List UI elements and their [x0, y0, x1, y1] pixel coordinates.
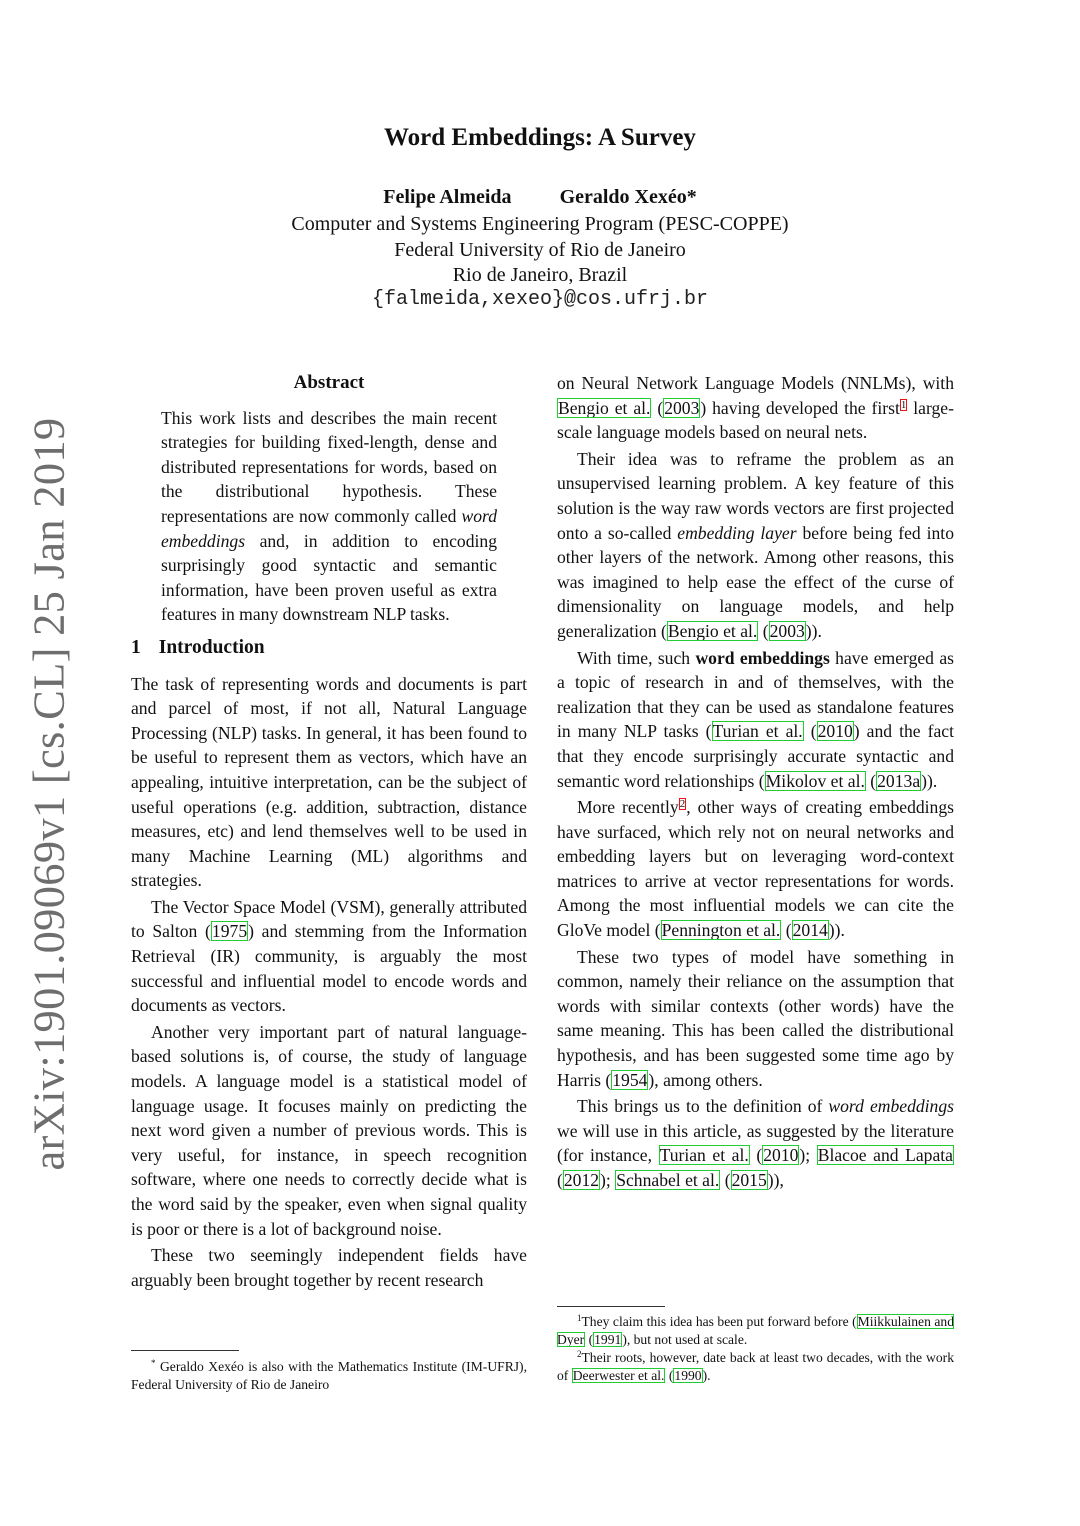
text: Their idea was to reframe the problem as an unsupervised learning problem. A key feature of this solution is the way raw words vectors are first projected onto a so-called	[557, 448, 954, 543]
footnote-mark: 2	[577, 1349, 582, 1359]
text: This brings us to the definition of	[577, 1096, 829, 1117]
citation-link[interactable]: Turian et al.	[659, 1145, 749, 1166]
left-column	[131, 371, 527, 1292]
arxiv-stamp	[20, 417, 76, 1171]
footnote-text	[131, 1358, 527, 1394]
body-paragraph: More recently$^2$, other ways of creating embeddings have surfaced, which rely not on neural networks and embedding layers but on leveraging word-context matrices to arrive at vector representations for words. Among the most influential models we can cite the GloVe model (Pennington et al. (2014)).	[557, 797, 954, 941]
affiliation-line: Rio de Janeiro, Brazil	[452, 264, 628, 286]
body-paragraph: This brings us to the definition of word embeddings we will use in this article, as suggested by the literature (for instance, Turian et al. (2010); Blacoe and Lapata (2012); Schnabel et al. (2015)),	[557, 1096, 954, 1190]
emphasis-term: word embeddings	[161, 505, 497, 551]
text: we will use in this article, as suggested by the literature (for instance,	[557, 1120, 954, 1166]
section-title: Introduction	[158, 636, 265, 658]
body-paragraph	[557, 945, 954, 1093]
text: )).	[921, 770, 938, 791]
body-paragraph: With time, such word embeddings have emerged as a topic of research in and of themselves, with the realization that they can be used as standalone features in many NLP tasks (Turian et al. (2010) and the fact that they encode surprisingly accurate syntactic and semantic word relationships (Mikolov et al. (2013a)).	[557, 647, 955, 791]
citation-link[interactable]: Miikkulainen and Dyer	[557, 1314, 954, 1347]
footnote-2: $^2$Their roots, however, date back at least two decades, with the work of Deerwester et al. (1990).	[557, 1349, 954, 1383]
citation-link[interactable]: 1954	[612, 1069, 648, 1090]
text: ), among others.	[648, 1069, 763, 1090]
footnote-author	[131, 1350, 527, 1394]
footnote-mark: *	[151, 1358, 156, 1368]
footnote-1: $^1$They claim this idea has been put forward before (Miikkulainen and Dyer (1991), but not used at scale.	[557, 1313, 954, 1347]
citation-link[interactable]: Bengio et al.	[558, 397, 651, 418]
text: ) and stemming from the Information Retrieval (IR) community, is arguably the most successful and influential model to encode words and documents as vectors.	[131, 921, 527, 1016]
emphasis-term: word embeddings	[828, 1096, 954, 1117]
text: The Vector Space Model (VSM), generally attributed to Salton (	[131, 896, 527, 942]
abstract-paragraph	[161, 406, 497, 627]
text: ).	[702, 1368, 711, 1383]
citation-link[interactable]: 1990	[674, 1368, 702, 1383]
author-email: {falmeida,xexeo}@cos.ufrj.br	[371, 288, 709, 311]
section-number: 1	[131, 636, 141, 658]
author-name: Felipe Almeida	[383, 186, 512, 208]
bold-term: word embeddings	[695, 647, 830, 668]
text: ) having developed the first	[700, 397, 900, 418]
citation-link[interactable]: 2003	[769, 620, 805, 641]
citation-link[interactable]: 2015	[731, 1170, 767, 1190]
body-paragraph: These two seemingly independent fields have arguably been brought together by recent research	[131, 1245, 527, 1290]
footnote-link[interactable]: 1	[900, 398, 907, 411]
footnote-link[interactable]: 2	[679, 798, 686, 811]
section-heading	[131, 636, 527, 661]
text: Geraldo Xexéo is also with the Mathematics Institute (IM-UFRJ), Federal University of Rio de Janeiro	[131, 1359, 527, 1392]
text: ), but not used at scale.	[622, 1332, 748, 1347]
citation-link[interactable]: 1991	[594, 1332, 622, 1347]
text: have emerged as a topic of research in and of themselves, with the realization that they can be used as standalone features in many NLP tasks (	[557, 647, 954, 742]
text: With time, such	[577, 647, 696, 668]
author-list	[0, 186, 1080, 209]
body-paragraph: Another very important part of natural language-based solutions is, of course, the study of language models. A language model is a statistical model of language usage. It focuses mainly on predicting the next word given a number of previous words. This is very useful, for instance, in speech recognition software, where one needs to correctly decide what is the word said by the speaker, even when signal quality is poor or there is a lot of background noise.	[131, 1021, 527, 1239]
text: , other ways of creating embeddings have surfaced, which rely not on neural networks and embedding layers but on leveraging word-context matrices to arrive at vector representations for words. Among the most influential models we can cite the GloVe model (	[557, 797, 954, 941]
citation-link[interactable]: Schnabel et al.	[616, 1170, 720, 1190]
text: ) and the fact that they encode surprisingly accurate syntactic and semantic word relationships (	[557, 721, 955, 791]
text: and, in addition to encoding surprisingly good syntactic and semantic information, have been proven useful as extra features in many downstream NLP tasks.	[161, 530, 497, 625]
abstract-body	[131, 406, 527, 627]
arxiv-id: arXiv:1901.09069v1 [cs.CL] 25 Jan 2019	[23, 417, 74, 1171]
citation-link[interactable]: Deerwester et al.	[572, 1368, 665, 1383]
affiliation-line: Computer and Systems Engineering Program (PESC-COPPE)	[291, 213, 789, 235]
body-paragraph: The task of representing words and documents is part and parcel of most, if not all, Natural Language Processing (NLP) tasks. In general, it has been found to be useful to represent them as vectors, which have an appealing, intuitive interpretation, can be the subject of useful operations (e.g. addition, subtraction, distance measures, etc) and lend themselves well to be used in many Machine Learning (ML) algorithms and strategies.	[131, 673, 527, 891]
citation-link[interactable]: Bengio et al.	[667, 620, 758, 641]
emphasis-term: embedding layer	[677, 522, 797, 543]
affiliation-line: Federal University of Rio de Janeiro	[394, 239, 686, 261]
text: Their roots, however, date back at least two decades, with the work of	[557, 1350, 954, 1383]
citation-link[interactable]: 2013a	[877, 770, 921, 791]
footnote-mark: 1	[577, 1313, 582, 1323]
text: on Neural Network Language Models (NNLMs), with	[557, 373, 954, 393]
citation-link[interactable]: Blacoe and Lapata	[817, 1145, 953, 1166]
citation-link[interactable]: 2014	[792, 920, 828, 941]
citation-link[interactable]: 2010	[817, 721, 853, 742]
citation-link[interactable]: 1975	[211, 921, 248, 942]
text: More recently	[577, 797, 679, 818]
abstract-heading: Abstract	[293, 372, 365, 393]
author-name: Geraldo Xexéo*	[559, 186, 697, 208]
text: )).	[828, 920, 845, 941]
citation-link[interactable]: Turian et al.	[712, 721, 803, 742]
footnote-rule	[557, 1306, 665, 1307]
footnotes-right	[557, 1306, 954, 1385]
text: This work lists and describes the main recent strategies for building fixed-length, dense and distributed representations for words, based on the distributional hypothesis. These representations are now commonly called	[161, 407, 497, 526]
body-paragraph: on Neural Network Language Models (NNLMs), with Bengio et al. (2003) having developed the first$^1$ large-scale language models based on neural nets.	[557, 373, 954, 443]
citation-link[interactable]: 2012	[563, 1170, 600, 1190]
citation-link[interactable]: 2003	[664, 397, 700, 418]
right-column	[557, 371, 954, 1193]
paper-title: Word Embeddings: A Survey	[384, 124, 696, 151]
text: before being fed into other layers of the network. Among other reasons, this was imagined to help ease the effect of the curse of dimensionality on language models, and help generalization (	[557, 522, 954, 641]
text: These two types of model have something in common, namely their reliance on the assumption that words with similar contexts (other words) have the same meaning. This has been called the distributional hypothesis, and has been suggested some time ago by Harris (	[557, 946, 954, 1090]
body-paragraph	[131, 895, 527, 1018]
text: large-scale language models based on neural nets.	[557, 397, 954, 443]
citation-link[interactable]: 2010	[763, 1145, 799, 1166]
body-paragraph: Their idea was to reframe the problem as an unsupervised learning problem. A key feature of this solution is the way raw words vectors are first projected onto a so-called embedding layer before being fed into other layers of the network. Among other reasons, this was imagined to help ease the effect of the curse of dimensionality on language models, and help generalization (Bengio et al. (2003)).	[557, 448, 954, 641]
text: )).	[805, 620, 822, 641]
citation-link[interactable]: Mikolov et al.	[765, 770, 865, 791]
citation-link[interactable]: Pennington et al.	[661, 920, 781, 941]
text: )),	[767, 1170, 784, 1190]
text: They claim this idea has been put forward before (	[581, 1314, 857, 1329]
footnote-rule	[131, 1350, 239, 1351]
